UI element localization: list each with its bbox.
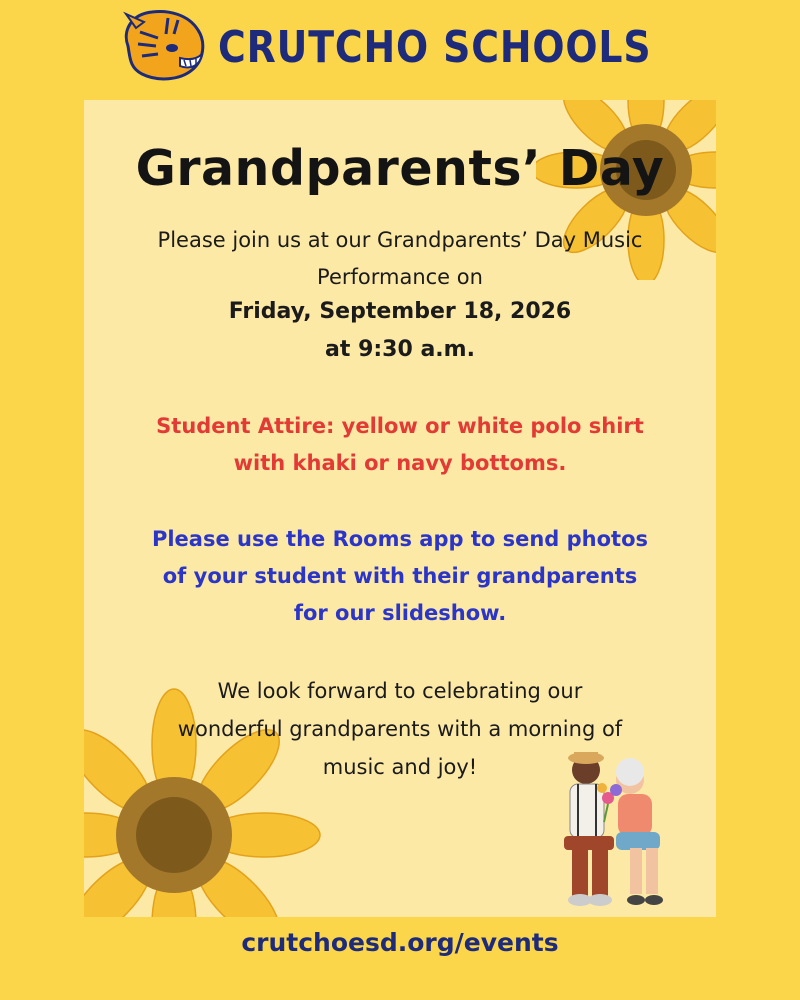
attire-line: Student Attire: yellow or white polo shirt	[156, 414, 644, 438]
invite-line: Performance on	[317, 265, 483, 289]
photos-line: for our slideshow.	[293, 601, 507, 625]
flyer-title: Grandparents’ Day	[135, 140, 665, 197]
invite-text	[114, 222, 686, 296]
photos-notice	[114, 521, 686, 632]
flyer-panel	[84, 100, 716, 917]
tiger-head-icon	[118, 8, 208, 82]
time-line: at 9:30 a.m.	[325, 337, 475, 362]
date-line: Friday, September 18, 2026	[228, 299, 572, 324]
event-date	[114, 293, 686, 369]
header	[0, 0, 800, 96]
photos-line: of your student with their grandparents	[162, 564, 638, 588]
events-url[interactable]: crutchoesd.org/events	[241, 928, 559, 957]
school-name: CRUTCHO SCHOOLS	[218, 22, 652, 73]
closing-line: We look forward to celebrating our	[217, 679, 583, 703]
closing-message	[114, 672, 686, 786]
photos-line: Please use the Rooms app to send photos	[151, 527, 649, 551]
attire-line: with khaki or navy bottoms.	[233, 451, 567, 475]
closing-line: wonderful grandparents with a morning of	[177, 717, 623, 741]
closing-line: music and joy!	[322, 755, 478, 779]
attire-notice	[114, 408, 686, 482]
invite-line: Please join us at our Grandparents’ Day Music	[157, 228, 643, 252]
